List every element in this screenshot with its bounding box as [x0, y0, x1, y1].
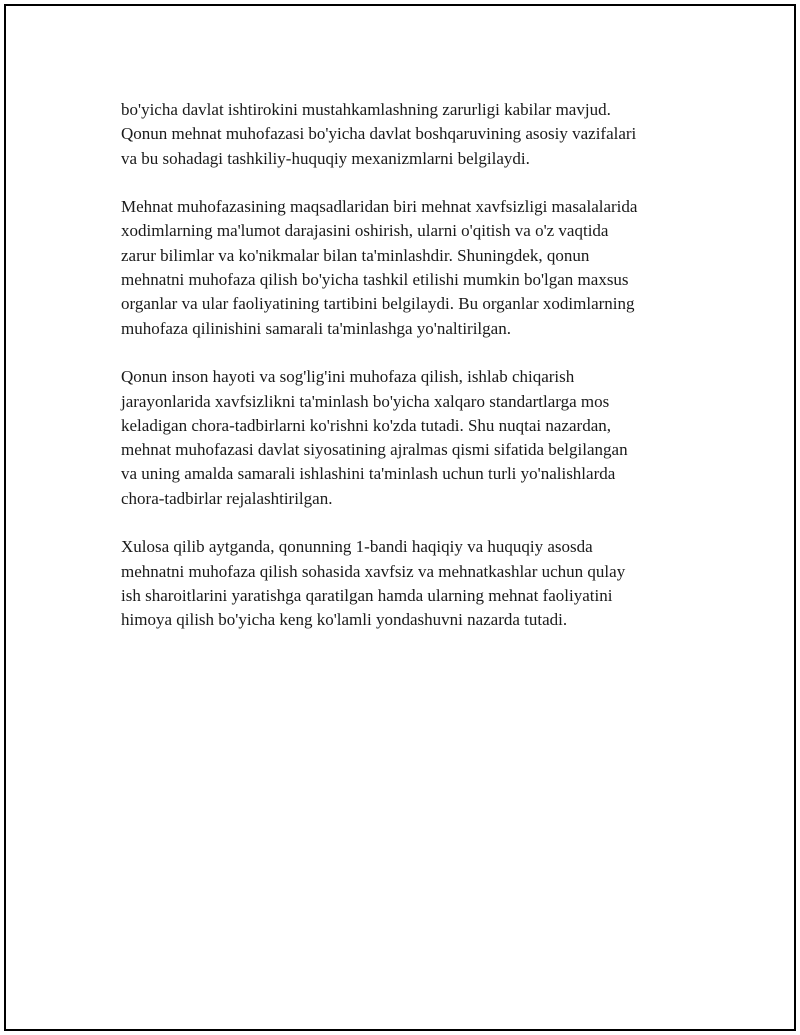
- text-line: jarayonlarida xavfsizlikni ta'minlash bo'yicha xalqaro standartlarga mos: [121, 391, 610, 411]
- text-line: bo'yicha davlat ishtirokini mustahkamlashning zarurligi kabilar mavjud.: [121, 100, 611, 119]
- text-line: chora-tadbirlar rejalashtirilgan.: [121, 488, 333, 508]
- text-line: xodimlarning ma'lumot darajasini oshirish, ularni o'qitish va o'z vaqtida: [121, 221, 609, 241]
- document-page: [4, 4, 796, 1031]
- text-line: va bu sohadagi tashkiliy-huquqiy mexanizmlarni belgilaydi.: [121, 148, 530, 168]
- paragraph-3: [121, 365, 691, 511]
- text-line: Mehnat muhofazasining maqsadlaridan biri mehnat xavfsizligi masalalarida: [121, 197, 638, 217]
- text-line: Qonun inson hayoti va sog'lig'ini muhofaza qilish, ishlab chiqarish: [121, 367, 575, 387]
- paragraph-1: [121, 98, 691, 171]
- text-line: zarur bilimlar va ko'nikmalar bilan ta'minlashdir. Shuningdek, qonun: [121, 245, 590, 265]
- text-line: Xulosa qilib aytganda, qonunning 1-bandi haqiqiy va huquqiy asosda: [121, 537, 593, 557]
- text-line: muhofaza qilinishini samarali ta'minlashga yo'naltirilgan.: [121, 318, 511, 338]
- text-line: organlar va ular faoliyatining tartibini belgilaydi. Bu organlar xodimlarning: [121, 294, 635, 314]
- text-line: ish sharoitlarini yaratishga qaratilgan hamda ularning mehnat faoliyatini: [121, 585, 613, 605]
- document-body: [121, 98, 691, 657]
- text-line: keladigan chora-tadbirlarni ko'rishni ko'zda tutadi. Shu nuqtai nazardan,: [121, 415, 611, 435]
- text-line: mehnatni muhofaza qilish bo'yicha tashkil etilishi mumkin bo'lgan maxsus: [121, 270, 629, 290]
- text-line: Qonun mehnat muhofazasi bo'yicha davlat boshqaruvining asosiy vazifalari: [121, 124, 637, 144]
- text-line: mehnat muhofazasi davlat siyosatining ajralmas qismi sifatida belgilangan: [121, 440, 628, 460]
- text-line: va uning amalda samarali ishlashini ta'minlash uchun turli yo'nalishlarda: [121, 464, 616, 484]
- text-line: himoya qilish bo'yicha keng ko'lamli yondashuvni nazarda tutadi.: [121, 610, 568, 630]
- paragraph-2: [121, 195, 691, 341]
- text-line: mehnatni muhofaza qilish sohasida xavfsiz va mehnatkashlar uchun qulay: [121, 561, 626, 581]
- paragraph-4: [121, 535, 691, 632]
